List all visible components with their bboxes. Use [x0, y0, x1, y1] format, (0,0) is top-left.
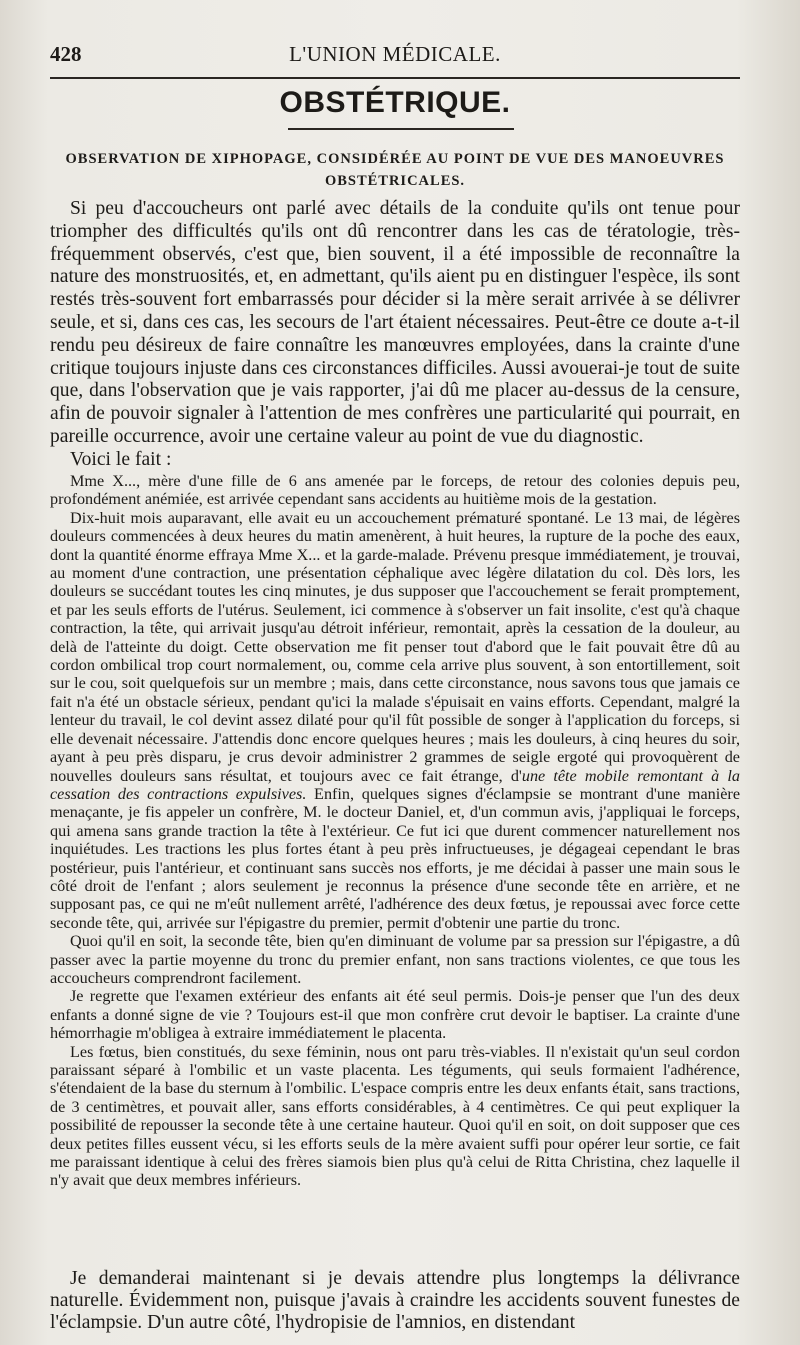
body-paragraph: Mme X..., mère d'une fille de 6 ans amenée par le forceps, de retour des colonies depuis peu, profondément anémiée, est arrivée cependant sans accidents au huitième mois de la gestation. [50, 472, 740, 509]
outro-paragraph: Je demanderai maintenant si je devais attendre plus longtemps la délivrance naturelle. Évidemment non, puisque j'avais à craindre les accidents souvent funestes de l'éclampsie. D'un autre côté, l'hydropisie de l'amnios, en distendant [50, 1268, 740, 1333]
section-rule [288, 128, 514, 130]
intro-text [50, 198, 740, 472]
page-header [50, 38, 740, 78]
body-paragraph: Je regrette que l'examen extérieur des enfants ait été seul permis. Dois-je penser que l'un des deux enfants a donné signe de vie ? Toujours est-il que mon confrère crut devoir le baptiser. La crainte d'une hémorrhagie m'obligea à extraire immédiatement le placenta. [50, 987, 740, 1043]
running-title: L'UNION MÉDICALE. [289, 42, 501, 66]
body-paragraph: Quoi qu'il en soit, la seconde tête, bien qu'en diminuant de volume par sa pression sur l'épigastre, a dû passer avec la partie moyenne du tronc du premier enfant, non sans tractions violentes, ce que tous les accoucheurs comprendront facilement. [50, 932, 740, 987]
page-number: 428 [50, 42, 82, 66]
body-text: Enfin, quelques signes d'éclampsie se montrant d'une manière menaçante, je fis appeler un confrère, M. le docteur Daniel, et, d'un commun avis, j'appliquai le forceps, qui amena sans grande traction la tête à l'extérieur. Ce fut ici que durent commencer naturellement nos inquiétudes. Les tractions les plus fortes étant à peu près infructueuses, je dégageai cependant le bras postérieur, puis l'antérieur, et continuant sans succès nos efforts, je me décidai à passer une main sous le côté droit de l'enfant ; alors seulement je reconnus la présence d'une seconde tête en arrière, et ne supposant pas, ce qui ne m'eût nullement arrêté, l'adhérence des deux fœtus, je repoussai avec force cette seconde tête, qui, arrivée sur l'épigastre du premier, permit d'obtenir une partie du tronc. [50, 784, 741, 932]
body-paragraph: Les fœtus, bien constitués, du sexe féminin, nous ont paru très-viables. Il n'existait qu'un seul cordon paraissant séparé à l'ombilic et un vaste placenta. Les téguments, qui seuls formaient l'adhérence, s'étendaient de la base du sternum à l'ombilic. L'espace compris entre les deux enfants était, sans tractions, de 3 centimètres, et pouvait aller, sans efforts considérables, à 4 centimètres. Ce qui peut expliquer la possibilité de repousser la seconde tête à une certaine hauteur. Quoi qu'il en soit, on doit supposer que ces deux petites filles eussent vécu, si les efforts seuls de la mère avaient suffi pour opérer leur sortie, ce fait me paraissant identique à celui des frères siamois bien plus qu'à celui de Ritta Christina, chez laquelle il n'y avait que deux membres inférieurs. [50, 1042, 740, 1190]
header-rule [50, 77, 740, 79]
body-paragraph [50, 509, 740, 932]
intro-paragraph: Voici le fait : [70, 448, 172, 470]
emphasis-text: une tête mobile remontant à la cessation des contractions expulsives. [50, 766, 741, 803]
observation-body [50, 472, 740, 1190]
continuation-text [50, 1268, 740, 1334]
intro-paragraph: Si peu d'accoucheurs ont parlé avec détails de la conduite qu'ils ont tenue pour triompher des difficultés qu'ils ont dû rencontrer dans les cas de tératologie, très-fréquemment observés, c'est que, bien souvent, il a été impossible de reconnaître la nature des monstruosités, et, en admettant, qu'ils aient pu en distinguer l'espèce, ils sont restés très-souvent fort embarrassés pour décider si la mère serait arrivée à se délivrer seule, et si, dans ces cas, les secours de l'art étaient nécessaires. Peut-être ce doute a-t-il rendu peu désireux de faire connaître les manœuvres employées, dans la crainte d'une critique toujours injuste dans ces circonstances difficiles. Aussi avouerai-je tout de suite que, dans l'observation que je vais rapporter, j'ai dû me placer au-dessus de la censure, afin de pouvoir signaler à l'attention de mes confrères une particularité qui pourrait, en pareille occurrence, avoir une certaine valeur au point de vue du diagnostic. [50, 198, 740, 447]
section-title: OBSTÉTRIQUE. [279, 86, 511, 119]
article-title: OBSERVATION DE XIPHOPAGE, CONSIDÉRÉE AU POINT DE VUE DES MANOEUVRES OBSTÉTRICALES. [65, 151, 725, 189]
body-text: Dix-huit mois auparavant, elle avait eu un accouchement prématuré spontané. Le 13 mai, de légères douleurs commencées à deux heures du matin amenèrent, à huit heures, la rupture de la poche des eaux, dont la quantité énorme effraya Mme X... et la garde-malade. Prévenu presque immédiatement, je trouvai, au moment d'une contraction, une présentation céphalique avec légère dilatation du col. Dès lors, les douleurs se succédant toutes les cinq minutes, je dus supposer que l'accouchement se ferait promptement, et par les seuls efforts de l'utérus. Seulement, ici commence à s'observer un fait insolite, c'est qu'à chaque contraction, la tête, qui arrivait jusqu'au détroit inférieur, remontait, après la cessation de la douleur, au delà de l'atteinte du doigt. Cette observation me fit penser tout d'abord que le fait pouvait être dû au cordon ombilical trop court normalement, ou, comme cela arrive plus souvent, à son entortillement, soit sur le cou, soit quelquefois sur un membre ; mais, dans cette circonstance, nous savons tous que jamais ce fait n'a été un obstacle sérieux, pendant qu'ici la malade s'épuisait en vains efforts. Cependant, malgré la lenteur du travail, le col devint assez dilaté pour qu'il fût possible de songer à l'application du forceps, si elle devenait nécessaire. J'attendis donc encore quelques heures ; mais les douleurs, à cinq heures du soir, ayant à peu près disparu, je crus devoir administrer 2 grammes de seigle ergoté qui provoquèrent de nouvelles douleurs sans résultat, et toujours avec ce fait étrange, d' [50, 508, 740, 785]
